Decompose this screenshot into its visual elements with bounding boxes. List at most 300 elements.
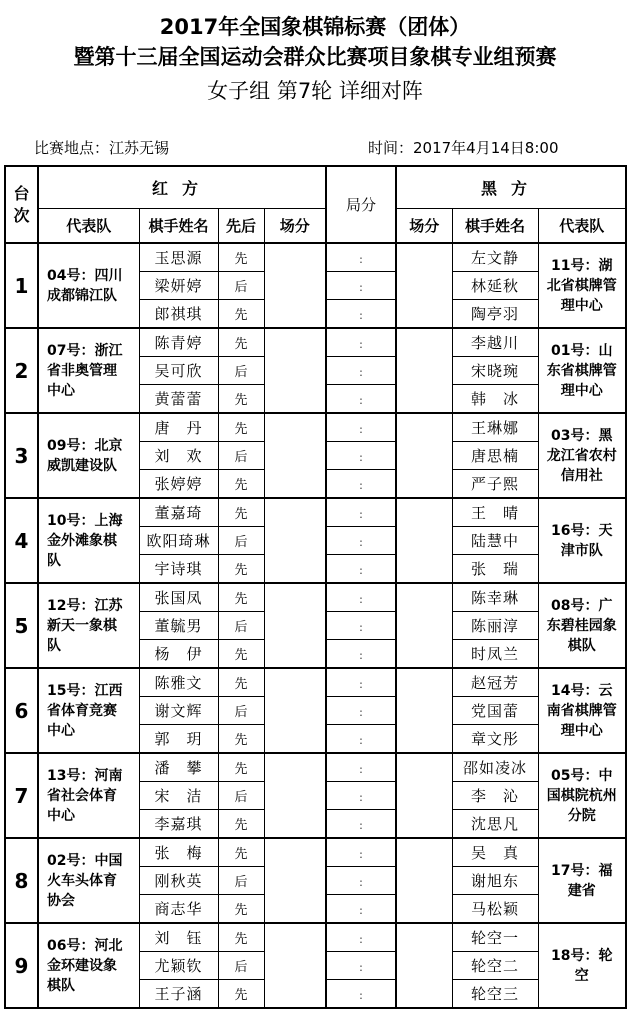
black-team-name: 03号：黑龙江省农村信用社: [546, 427, 617, 484]
black-team-name: 11号：湖北省棋牌管理中心: [546, 257, 617, 314]
header-black-team: [538, 209, 626, 244]
game-score-cell: [326, 725, 396, 754]
black-player-cell: [452, 328, 538, 357]
red-player-name: 吴可欣: [154, 362, 203, 380]
red-player-cell: [139, 980, 218, 1009]
score-colon: :: [359, 819, 363, 832]
black-player-name: 邵如凌冰: [463, 759, 528, 777]
black-player-cell: [452, 243, 538, 272]
table-number-cell: [5, 328, 38, 413]
move-order: 后: [234, 535, 248, 550]
red-team-col-label: 代表队: [66, 217, 112, 235]
table-number: 4: [14, 528, 29, 553]
board-row: [5, 668, 626, 697]
move-order: 先: [234, 677, 248, 692]
game-score-cell: [326, 753, 396, 782]
order-cell: [218, 838, 264, 867]
score-colon: :: [359, 791, 363, 804]
black-team-cell: [538, 753, 626, 838]
red-player-name: 郎祺琪: [154, 305, 203, 323]
black-score-cell: [396, 668, 452, 753]
black-player-name: 沈思凡: [471, 815, 520, 833]
black-player-cell: [452, 952, 538, 980]
score-colon: :: [359, 423, 363, 436]
red-score-cell: [264, 923, 326, 1008]
move-order: 先: [234, 592, 248, 607]
score-colon: :: [359, 366, 363, 379]
move-order: 先: [234, 507, 248, 522]
black-player-name: 谢旭东: [471, 872, 520, 890]
table-number-cell: [5, 668, 38, 753]
red-team-cell: [38, 328, 139, 413]
score-colon: :: [359, 338, 363, 351]
red-player-name: 宇诗琪: [154, 560, 203, 578]
move-order: 后: [234, 450, 248, 465]
board-row: [5, 838, 626, 867]
black-player-cell: [452, 753, 538, 782]
score-colon: :: [359, 508, 363, 521]
score-colon: :: [359, 621, 363, 634]
move-order: 先: [234, 308, 248, 323]
game-score-cell: [326, 498, 396, 527]
order-cell: [218, 753, 264, 782]
red-team-cell: [38, 583, 139, 668]
red-score-cell: [264, 413, 326, 498]
order-cell: [218, 385, 264, 414]
header-black-score: [396, 209, 452, 244]
game-score-cell: [326, 300, 396, 329]
order-cell: [218, 952, 264, 980]
red-score-cell: [264, 328, 326, 413]
red-player-name: 黄蕾蕾: [154, 390, 203, 408]
game-score-cell: [326, 272, 396, 300]
table-number: 9: [14, 953, 29, 978]
board-row: [5, 413, 626, 442]
header-black-side: [396, 166, 626, 209]
black-player-cell: [452, 272, 538, 300]
order-cell: [218, 980, 264, 1009]
move-order: 先: [234, 903, 248, 918]
move-order: 先: [234, 648, 248, 663]
order-cell: [218, 782, 264, 810]
red-player-cell: [139, 470, 218, 499]
red-score-cell: [264, 838, 326, 923]
table-number: 1: [14, 273, 29, 298]
red-player-name: 张婷婷: [154, 475, 203, 493]
black-player-name: 轮空二: [471, 957, 520, 975]
red-player-name: 郭 玥: [154, 730, 203, 748]
red-player-cell: [139, 243, 218, 272]
black-player-name: 唐思楠: [471, 447, 520, 465]
venue-text: 比赛地点：江苏无锡: [34, 139, 170, 157]
table-number: 2: [14, 358, 29, 383]
table-number: 8: [14, 868, 29, 893]
board-row: [5, 923, 626, 952]
title-line-1: 2017年全国象棋锦标赛（团体）: [159, 15, 471, 39]
black-player-cell: [452, 838, 538, 867]
game-score-cell: [326, 385, 396, 414]
black-score-cell: [396, 838, 452, 923]
black-player-name: 王 晴: [471, 504, 520, 522]
black-player-cell: [452, 923, 538, 952]
black-player-cell: [452, 555, 538, 584]
red-player-cell: [139, 838, 218, 867]
black-player-cell: [452, 725, 538, 754]
game-score-cell: [326, 668, 396, 697]
game-score-cell: [326, 952, 396, 980]
black-player-cell: [452, 300, 538, 329]
black-player-cell: [452, 498, 538, 527]
game-score-cell: [326, 413, 396, 442]
header-order: [218, 209, 264, 244]
red-player-cell: [139, 527, 218, 555]
red-team-cell: [38, 753, 139, 838]
black-player-cell: [452, 357, 538, 385]
order-cell: [218, 583, 264, 612]
black-player-name: 党国蕾: [471, 702, 520, 720]
red-team-name: 09号：北京威凯建设队: [47, 437, 123, 474]
black-team-cell: [538, 243, 626, 328]
red-player-cell: [139, 640, 218, 669]
red-player-cell: [139, 413, 218, 442]
move-order: 后: [234, 705, 248, 720]
order-cell: [218, 272, 264, 300]
black-player-cell: [452, 895, 538, 924]
move-order: 后: [234, 790, 248, 805]
score-colon: :: [359, 961, 363, 974]
table-number: 7: [14, 783, 29, 808]
move-order: 先: [234, 337, 248, 352]
move-order: 后: [234, 365, 248, 380]
black-side-label: 黑方: [481, 179, 542, 198]
score-colon: :: [359, 678, 363, 691]
black-player-name: 林延秋: [471, 277, 520, 295]
red-player-cell: [139, 300, 218, 329]
red-team-cell: [38, 668, 139, 753]
black-player-cell: [452, 782, 538, 810]
black-score-cell: [396, 328, 452, 413]
red-player-cell: [139, 612, 218, 640]
game-score-cell: [326, 555, 396, 584]
red-team-cell: [38, 243, 139, 328]
black-player-cell: [452, 527, 538, 555]
header-red-player: [139, 209, 218, 244]
move-order: 后: [234, 280, 248, 295]
red-player-cell: [139, 753, 218, 782]
black-score-cell: [396, 413, 452, 498]
move-order: 先: [234, 988, 248, 1003]
black-player-name: 轮空一: [471, 929, 520, 947]
score-colon: :: [359, 253, 363, 266]
black-player-name: 李 沁: [471, 787, 520, 805]
red-team-cell: [38, 413, 139, 498]
header-table-no: [5, 166, 38, 243]
red-player-cell: [139, 782, 218, 810]
order-cell: [218, 555, 264, 584]
black-player-cell: [452, 668, 538, 697]
score-colon: :: [359, 479, 363, 492]
board-row: [5, 328, 626, 357]
red-player-cell: [139, 328, 218, 357]
black-player-name: 赵冠芳: [471, 674, 520, 692]
game-score-cell: [326, 810, 396, 839]
red-player-cell: [139, 272, 218, 300]
red-player-cell: [139, 867, 218, 895]
score-colon: :: [359, 763, 363, 776]
header-red-score: [264, 209, 326, 244]
red-team-name: 04号：四川成都锦江队: [47, 267, 123, 304]
black-score-cell: [396, 583, 452, 668]
red-side-label: 红方: [152, 179, 213, 198]
score-colon: :: [359, 706, 363, 719]
game-score-cell: [326, 923, 396, 952]
red-player-name: 唐 丹: [154, 419, 203, 437]
black-player-name: 章文彤: [471, 730, 520, 748]
game-score-cell: [326, 980, 396, 1009]
black-score-cell: [396, 243, 452, 328]
black-player-name: 马松颖: [471, 900, 520, 918]
move-order: 先: [234, 252, 248, 267]
move-order: 后: [234, 960, 248, 975]
black-player-name: 左文静: [471, 249, 520, 267]
red-player-cell: [139, 583, 218, 612]
black-player-name: 李越川: [471, 334, 520, 352]
game-score-cell: [326, 470, 396, 499]
table-number-cell: [5, 838, 38, 923]
board-row: [5, 583, 626, 612]
red-player-cell: [139, 810, 218, 839]
red-player-cell: [139, 357, 218, 385]
red-score-cell: [264, 668, 326, 753]
black-player-name: 韩 冰: [471, 390, 520, 408]
black-team-name: 14号：云南省棋牌管理中心: [546, 682, 617, 739]
black-player-name: 吴 真: [471, 844, 520, 862]
red-player-name: 李嘉琪: [154, 815, 203, 833]
order-cell: [218, 328, 264, 357]
red-player-name: 陈雅文: [154, 674, 203, 692]
table-number: 5: [14, 613, 29, 638]
header-red-team: [38, 209, 139, 244]
black-score-cell: [396, 753, 452, 838]
black-player-name: 轮空三: [471, 985, 520, 1003]
score-colon: :: [359, 593, 363, 606]
red-player-name: 商志华: [154, 900, 203, 918]
game-score-cell: [326, 243, 396, 272]
score-colon: :: [359, 848, 363, 861]
score-colon: :: [359, 394, 363, 407]
red-player-name: 陈青婷: [154, 334, 203, 352]
black-player-cell: [452, 442, 538, 470]
table-number-cell: [5, 753, 38, 838]
red-player-name: 杨 伊: [154, 645, 203, 663]
black-player-cell: [452, 980, 538, 1009]
black-team-cell: [538, 668, 626, 753]
black-team-cell: [538, 583, 626, 668]
red-player-name: 宋 洁: [154, 787, 203, 805]
black-player-cell: [452, 640, 538, 669]
red-score-cell: [264, 583, 326, 668]
black-team-col-label: 代表队: [559, 217, 605, 235]
black-player-name: 王琳娜: [471, 419, 520, 437]
red-team-name: 13号：河南省社会体育中心: [47, 767, 123, 824]
title-line-3: 女子组 第7轮 详细对阵: [207, 79, 423, 103]
score-colon: :: [359, 734, 363, 747]
header-table-no-label: 台次: [13, 183, 30, 225]
move-order: 先: [234, 393, 248, 408]
game-score-cell: [326, 328, 396, 357]
header-black-player: [452, 209, 538, 244]
order-cell: [218, 810, 264, 839]
order-cell: [218, 527, 264, 555]
title-line-2: 暨第十三届全国运动会群众比赛项目象棋专业组预赛: [73, 45, 557, 69]
move-order: 后: [234, 620, 248, 635]
red-player-name: 潘 攀: [154, 759, 203, 777]
red-score-cell: [264, 498, 326, 583]
black-team-name: 08号：广东碧桂园象棋队: [546, 597, 617, 654]
order-cell: [218, 668, 264, 697]
black-score-cell: [396, 498, 452, 583]
game-score-cell: [326, 357, 396, 385]
order-cell: [218, 470, 264, 499]
black-player-cell: [452, 612, 538, 640]
table-number-cell: [5, 413, 38, 498]
game-score-cell: [326, 583, 396, 612]
black-player-name: 陈丽淳: [471, 617, 520, 635]
game-score-cell: [326, 867, 396, 895]
order-cell: [218, 243, 264, 272]
black-player-name: 陆慧中: [471, 532, 520, 550]
move-order: 先: [234, 818, 248, 833]
game-score-cell: [326, 895, 396, 924]
black-team-cell: [538, 838, 626, 923]
header-game-score: [326, 166, 396, 243]
black-team-cell: [538, 923, 626, 1008]
black-player-name: 宋晓琬: [471, 362, 520, 380]
move-order: 先: [234, 478, 248, 493]
red-player-cell: [139, 385, 218, 414]
order-col-label: 先后: [225, 217, 256, 235]
red-player-cell: [139, 952, 218, 980]
black-player-name: 陈幸琳: [471, 589, 520, 607]
order-cell: [218, 923, 264, 952]
black-team-name: 17号：福建省: [551, 862, 613, 899]
black-score-cell: [396, 923, 452, 1008]
red-player-cell: [139, 498, 218, 527]
table-number-cell: [5, 583, 38, 668]
black-player-cell: [452, 697, 538, 725]
order-cell: [218, 640, 264, 669]
red-team-cell: [38, 838, 139, 923]
black-player-cell: [452, 867, 538, 895]
game-score-label: 局分: [346, 196, 377, 214]
red-player-name: 刘 钰: [154, 929, 203, 947]
order-cell: [218, 357, 264, 385]
black-player-cell: [452, 810, 538, 839]
score-colon: :: [359, 904, 363, 917]
order-cell: [218, 867, 264, 895]
header-red-side: [38, 166, 326, 209]
red-player-name: 董嘉琦: [154, 504, 203, 522]
red-player-cell: [139, 725, 218, 754]
black-player-name: 时凤兰: [471, 645, 520, 663]
red-team-name: 15号：江西省体育竞赛中心: [47, 682, 123, 739]
black-player-cell: [452, 413, 538, 442]
black-team-name: 05号：中国棋院杭州分院: [546, 767, 617, 824]
time-text: 时间：2017年4月14日8:00: [368, 139, 559, 157]
black-player-name: 陶亭羽: [471, 305, 520, 323]
red-team-name: 07号：浙江省非奥管理中心: [47, 342, 123, 399]
black-team-name: 18号：轮空: [551, 947, 613, 984]
red-player-cell: [139, 895, 218, 924]
black-team-cell: [538, 328, 626, 413]
black-team-name: 01号：山东省棋牌管理中心: [546, 342, 617, 399]
red-player-name: 尤颖钦: [154, 957, 203, 975]
red-team-name: 06号：河北金环建设象棋队: [47, 937, 123, 994]
red-player-name: 欧阳琦琳: [146, 532, 211, 550]
score-colon: :: [359, 281, 363, 294]
red-score-col-label: 场分: [279, 217, 310, 235]
board-row: [5, 753, 626, 782]
board-row: [5, 243, 626, 272]
red-player-name: 玉思源: [154, 249, 203, 267]
black-player-col-label: 棋手姓名: [465, 217, 526, 235]
game-score-cell: [326, 838, 396, 867]
game-score-cell: [326, 442, 396, 470]
red-score-cell: [264, 243, 326, 328]
table-number: 3: [14, 443, 29, 468]
board-row: [5, 498, 626, 527]
move-order: 先: [234, 932, 248, 947]
red-team-name: 12号：江苏新天一象棋队: [47, 597, 123, 654]
table-number: 6: [14, 698, 29, 723]
table-number-cell: [5, 923, 38, 1008]
red-player-name: 梁妍婷: [154, 277, 203, 295]
red-player-cell: [139, 555, 218, 584]
black-player-name: 严子熙: [471, 475, 520, 493]
black-player-cell: [452, 583, 538, 612]
score-colon: :: [359, 989, 363, 1002]
black-team-cell: [538, 498, 626, 583]
move-order: 先: [234, 563, 248, 578]
score-colon: :: [359, 451, 363, 464]
order-cell: [218, 697, 264, 725]
score-colon: :: [359, 876, 363, 889]
move-order: 先: [234, 847, 248, 862]
red-player-name: 刘 欢: [154, 447, 203, 465]
score-colon: :: [359, 933, 363, 946]
order-cell: [218, 413, 264, 442]
red-player-name: 张国凤: [154, 589, 203, 607]
red-player-name: 谢文辉: [154, 702, 203, 720]
black-player-cell: [452, 470, 538, 499]
red-player-name: 王子涵: [154, 985, 203, 1003]
score-colon: :: [359, 649, 363, 662]
red-player-col-label: 棋手姓名: [148, 217, 209, 235]
black-score-col-label: 场分: [409, 217, 440, 235]
score-colon: :: [359, 564, 363, 577]
red-score-cell: [264, 753, 326, 838]
move-order: 先: [234, 422, 248, 437]
score-colon: :: [359, 309, 363, 322]
red-player-cell: [139, 442, 218, 470]
red-team-cell: [38, 498, 139, 583]
red-team-name: 02号：中国火车头体育协会: [47, 852, 123, 909]
red-player-name: 董毓男: [154, 617, 203, 635]
red-player-name: 张 梅: [154, 844, 203, 862]
game-score-cell: [326, 697, 396, 725]
red-team-cell: [38, 923, 139, 1008]
order-cell: [218, 442, 264, 470]
